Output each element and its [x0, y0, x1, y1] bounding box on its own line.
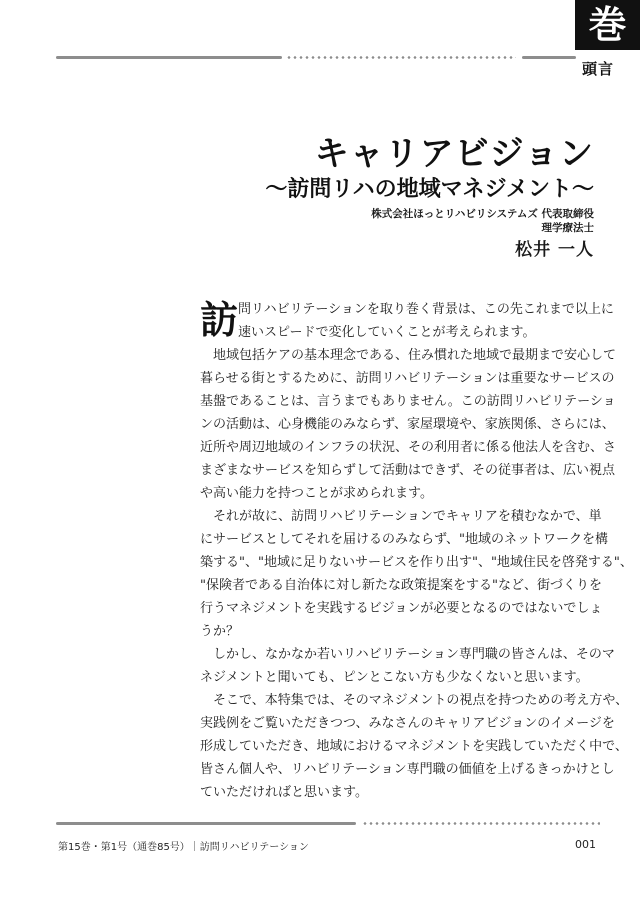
body-line: まざまなサービスを知らずして活動はできず、その従事者は、広い視点 — [200, 463, 615, 478]
page-number: 001 — [575, 838, 596, 851]
bottom-rule — [56, 822, 600, 826]
body-line: にサービスとしてそれを届けるのみならず、"地域のネットワークを構 — [200, 532, 608, 547]
body-line: ネジメントと聞いても、ピンとこない方も少なくないと思います。 — [200, 670, 589, 685]
article-title: キャリアビジョン — [314, 134, 594, 174]
body-line: 実践例をご覧いただきつつ、みなさんのキャリアビジョンのイメージを — [200, 716, 615, 731]
top-rule-solid-right — [522, 56, 576, 59]
footer-issue: 第15巻・第1号（通巻85号）｜訪問リハビリテーション — [58, 842, 309, 853]
top-rule — [56, 55, 576, 59]
section-label: 頭言 — [582, 60, 615, 78]
body-line: しかし、なかなか若いリハビリテーション専門職の皆さんは、そのマ — [200, 647, 615, 662]
body-line: 近所や周辺地域のインフラの状況、その利用者に係る他法人を含む、さ — [200, 440, 617, 455]
body-line: 行うマネジメントを実践するビジョンが必要となるのではないでしょ — [200, 601, 603, 616]
body-line: うか？ — [200, 624, 240, 639]
article-subtitle: 〜訪問リハの地域マネジメント〜 — [265, 177, 594, 202]
dropcap: 訪 — [200, 297, 239, 342]
body-line: 暮らせる街とするために、訪問リハビリテーションは重要なサービスの — [200, 371, 615, 386]
body-line: や高い能力を持つことが求められます。 — [200, 486, 433, 501]
top-rule-dots — [286, 56, 516, 59]
top-rule-solid-left — [56, 56, 282, 59]
body-line: ンの活動は、心身機能のみならず、家屋環境や、家族関係、さらには、 — [200, 417, 615, 432]
first-paragraph — [200, 297, 614, 344]
volume-badge — [575, 0, 640, 50]
author-role: 理学療法士 — [541, 222, 594, 234]
body-line: 地域包括ケアの基本理念である、住み慣れた地域で最期まで安心して — [200, 348, 617, 363]
body-line: 形成していただき、地域におけるマネジメントを実践していただく中で、 — [200, 739, 628, 754]
author-name: 松井 一人 — [515, 240, 594, 260]
body-line: 速いスピードで変化していくことが考えられます。 — [238, 325, 536, 340]
body-line: 築する"、"地域に足りないサービスを作り出す"、"地域住民を啓発する"、 — [200, 555, 633, 570]
body-line: それが故に、訪問リハビリテーションでキャリアを積むなかで、単 — [200, 509, 602, 524]
author-company: 株式会社ほっとリハビリシステムズ 代表取締役 — [371, 208, 594, 220]
body-line: 皆さん個人や、リハビリテーション専門職の価値を上げるきっかけとし — [200, 762, 615, 777]
bottom-rule-dots — [362, 822, 600, 825]
body-line: ていただければと思います。 — [200, 785, 368, 800]
volume-char: 巻 — [588, 2, 627, 47]
body-line: 基盤であることは、言うまでもありません。この訪問リハビリテーショ — [200, 394, 616, 409]
bottom-rule-solid — [56, 822, 356, 825]
body-line: 問リハビリテーションを取り巻く背景は、この先これまで以上に — [238, 302, 614, 317]
body-line: そこで、本特集では、そのマネジメントの視点を持つための考え方や、 — [200, 693, 629, 708]
body-line: "保険者である自治体に対し新たな政策提案をする"など、街づくりを — [200, 578, 602, 593]
article-body — [200, 297, 633, 804]
